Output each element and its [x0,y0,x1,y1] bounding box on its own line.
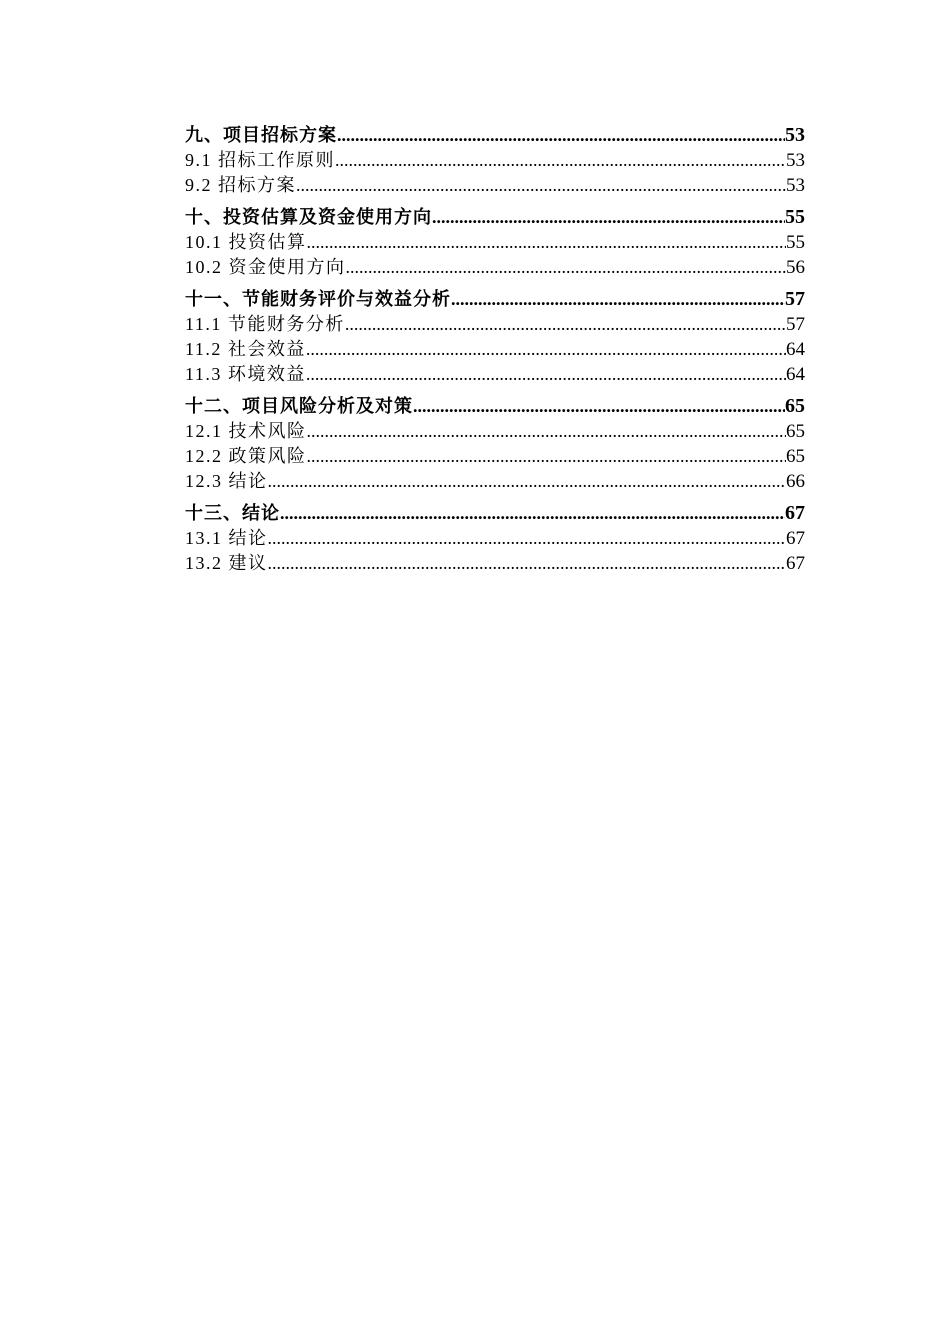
toc-chapter-12[interactable] [185,394,805,419]
toc-section-13-2[interactable] [185,551,805,576]
toc-page-number: 57 [785,288,805,310]
toc-chapter-title: 十一、节能财务评价与效益分析 [185,289,451,309]
toc-section-title: 11.3 环境效益 [185,364,306,384]
toc-section-10-1[interactable] [185,230,805,255]
toc-dot-leader [346,255,787,280]
toc-dot-leader [268,551,787,576]
toc-section-12-3[interactable] [185,469,805,494]
toc-dot-leader [306,362,786,387]
toc-dot-leader [307,419,787,444]
toc-chapter-title: 十三、结论 [185,503,280,523]
toc-dot-leader [268,469,787,494]
toc-section-title: 12.2 政策风险 [185,446,307,466]
toc-dot-leader [268,526,787,551]
toc-section-9-1[interactable] [185,148,805,173]
toc-dot-leader [296,173,786,198]
toc-page-number: 64 [786,339,805,360]
toc-chapter-title: 九、项目招标方案 [185,125,337,145]
toc-page-number: 55 [786,232,805,253]
toc-page-number: 65 [786,446,805,467]
toc-chapter-title: 十、投资估算及资金使用方向 [185,207,432,227]
toc-page-number: 65 [785,395,805,417]
toc-page-number: 53 [785,124,805,146]
toc-page-number: 56 [786,257,805,278]
toc-section-11-2[interactable] [185,337,805,362]
toc-dot-leader [307,230,787,255]
toc-section-title: 10.2 资金使用方向 [185,257,346,277]
toc-section-title: 11.1 节能财务分析 [185,314,345,334]
toc-dot-leader [335,148,786,173]
toc-page-number: 64 [786,364,805,385]
toc-page-number: 57 [786,314,805,335]
toc-chapter-11[interactable] [185,287,805,312]
toc-section-12-2[interactable] [185,444,805,469]
toc-dot-leader [451,287,785,312]
toc-section-13-1[interactable] [185,526,805,551]
toc-section-title: 13.2 建议 [185,553,268,573]
toc-section-9-2[interactable] [185,173,805,198]
toc-section-title: 12.1 技术风险 [185,421,307,441]
toc-page-number: 53 [786,175,805,196]
toc-section-title: 9.1 招标工作原则 [185,150,335,170]
toc-section-12-1[interactable] [185,419,805,444]
toc-dot-leader [280,501,785,526]
toc-dot-leader [337,123,785,148]
toc-page-number: 67 [785,502,805,524]
toc-section-title: 13.1 结论 [185,528,268,548]
toc-section-11-1[interactable] [185,312,805,337]
toc-section-title: 9.2 招标方案 [185,175,296,195]
toc-section-11-3[interactable] [185,362,805,387]
toc-page-number: 55 [785,206,805,228]
toc-dot-leader [307,444,787,469]
toc-chapter-10[interactable] [185,205,805,230]
toc-page-number: 67 [786,553,805,574]
toc-section-10-2[interactable] [185,255,805,280]
toc-chapter-13[interactable] [185,501,805,526]
toc-page-number: 66 [786,471,805,492]
table-of-contents [185,123,805,576]
toc-dot-leader [432,205,785,230]
toc-chapter-title: 十二、项目风险分析及对策 [185,396,413,416]
toc-dot-leader [345,312,786,337]
toc-dot-leader [413,394,785,419]
toc-section-title: 11.2 社会效益 [185,339,306,359]
toc-page-number: 65 [786,421,805,442]
toc-page-number: 53 [786,150,805,171]
toc-dot-leader [306,337,786,362]
toc-section-title: 10.1 投资估算 [185,232,307,252]
toc-section-title: 12.3 结论 [185,471,268,491]
toc-chapter-9[interactable] [185,123,805,148]
toc-page-number: 67 [786,528,805,549]
